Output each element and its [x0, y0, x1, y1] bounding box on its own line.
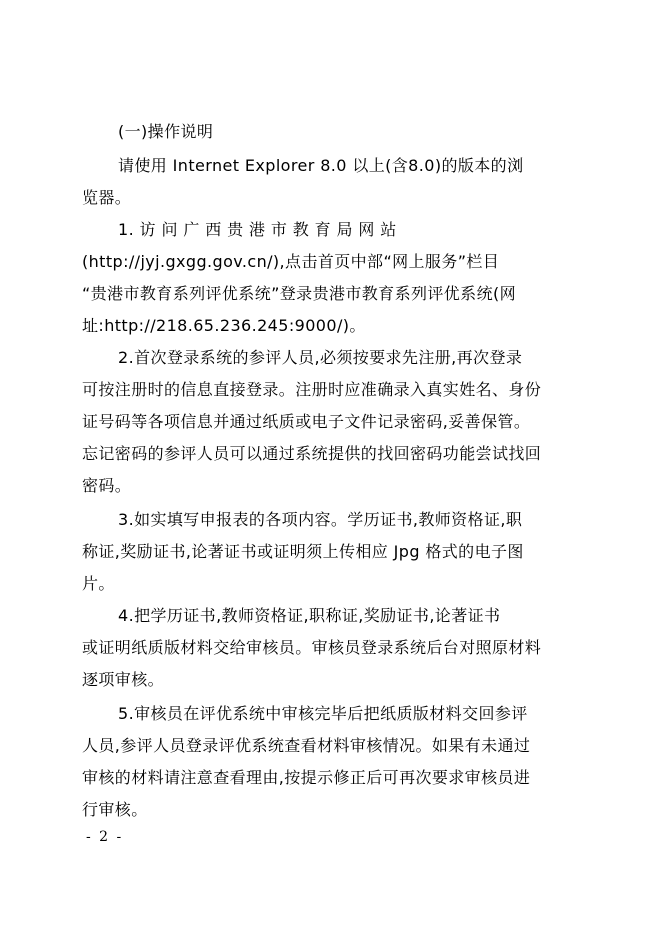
paragraph-line: 1. 访 问 广 西 贵 港 市 教 育 局 网 站: [118, 220, 397, 239]
paragraph-line: 址:http://218.65.236.245:9000/)。: [82, 316, 366, 335]
paragraph-line: 审核的材料请注意查看理由,按提示修正后可再次要求审核员进: [82, 768, 531, 787]
paragraph-line: 密码。: [82, 476, 132, 495]
paragraph-line: 称证,奖励证书,论著证书或证明须上传相应 Jpg 格式的电子图: [82, 542, 524, 561]
paragraph-line: 5.审核员在评优系统中审核完毕后把纸质版材料交回参评: [118, 704, 528, 723]
paragraph-line: 逐项审核。: [82, 670, 165, 689]
section-heading: (一)操作说明: [118, 122, 214, 141]
paragraph-line: (http://jyj.gxgg.gov.cn/),点击首页中部“网上服务”栏目: [82, 252, 500, 271]
paragraph-line: 2.首次登录系统的参评人员,必须按要求先注册,再次登录: [118, 348, 523, 367]
paragraph-line: 或证明纸质版材料交给审核员。审核员登录系统后台对照原材料: [82, 638, 542, 657]
paragraph-line: 4.把学历证书,教师资格证,职称证,奖励证书,论著证书: [118, 606, 501, 625]
paragraph-line: 3.如实填写申报表的各项内容。学历证书,教师资格证,职: [118, 510, 523, 529]
paragraph-line: 览器。: [82, 188, 132, 207]
paragraph-line: 人员,参评人员登录评优系统查看材料审核情况。如果有未通过: [82, 736, 531, 755]
paragraph-line: 可按注册时的信息直接登录。注册时应准确录入真实姓名、身份: [82, 380, 542, 399]
paragraph-line: 片。: [82, 574, 115, 593]
paragraph-line: 行审核。: [82, 800, 148, 819]
page-number: - 2 -: [86, 829, 124, 845]
paragraph-line: 证号码等各项信息并通过纸质或电子文件记录密码,妥善保管。: [82, 412, 531, 431]
paragraph-line: 请使用 Internet Explorer 8.0 以上(含8.0)的版本的浏: [118, 156, 524, 175]
paragraph-line: 忘记密码的参评人员可以通过系统提供的找回密码功能尝试找回: [82, 444, 542, 463]
paragraph-line: “贵港市教育系列评优系统”登录贵港市教育系列评优系统(网: [82, 284, 517, 303]
